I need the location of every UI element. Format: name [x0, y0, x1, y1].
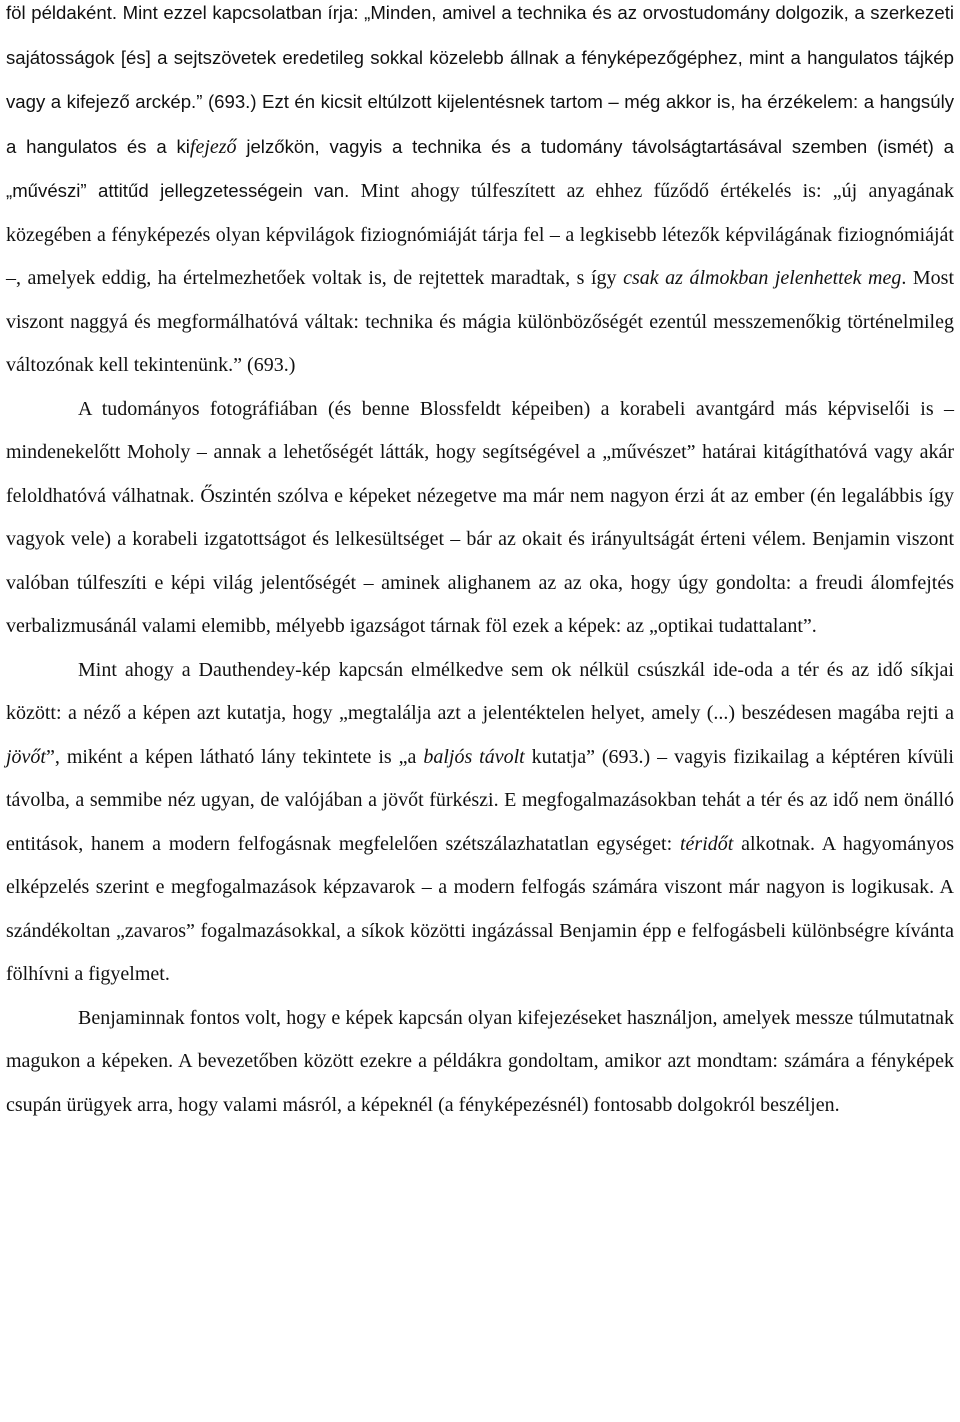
italic-text-segment: csak az álmokban jelenhettek meg: [623, 267, 902, 289]
italic-text-segment: jövőt: [6, 745, 46, 768]
paragraph-2: [6, 388, 954, 649]
text-segment: A tudományos fotográfiában (és benne Blossfeldt képeiben) a korabeli avantgárd más képviselői is – mindenekelőtt Moholy – annak a lehetőségét látták, hogy segítségével a „művészet” határai kitágíthatóvá vagy akár feloldhatóvá válhatnak. Őszintén szólva e képeket nézegetve ma már nem nagyon érzi át az ember (én legalábbis így vagyok vele) a korabeli izgatottságot és lelkesültséget – bár az okait és irányultságát érteni vélem. Benjamin viszont valóban túlfeszíti e képi világ jelentőségét – aminek alighanem az az oka, hogy úgy gondolta: a freudi álomfejtés verbalizmusánál valami elemibb, mélyebb igazságot tárnak föl ezek a képek: az „optikai tudattalant”.: [6, 397, 954, 637]
text-segment: föl példaként. Mint ezzel kapcsolatban írja: „Minden, amivel a technika és az orvostudomány dolgozik, a szerkezeti sajátosságok [és] a sejtszövetek eredetileg sokkal közelebb állnak a fényképezőgéphez, mint a hangulatos tájkép vagy a kifejező arckép.” (693.) Ezt én kicsit eltúlzott kijelentésnek tartom – még akkor is, ha érzékelem: a hangsúly a hangulatos és a: [6, 2, 954, 157]
text-segment: Benjaminnak fontos volt, hogy e képek kapcsán olyan kifejezéseket használjon, amelyek messze túlmutatnak magukon a képeken. A bevezetőben között ezekre a példákra gondoltam, amikor azt mondtam: számára a fényképek csupán ürügyek arra, hogy valami másról, a képeknél (a fényképezésnél) fontosabb dolgokról beszéljen.: [6, 1006, 954, 1116]
paragraph-1: [6, 0, 954, 388]
text-segment: ki: [176, 135, 190, 157]
text-segment: . Most viszont naggyá és megformálhatóvá váltak: technika és mágia különbözőségét ezentúl messzemenőkig történelmileg változónak kell tekintenünk.” (693.): [6, 267, 954, 376]
italic-text-segment: fejező: [189, 135, 237, 158]
text-segment: Mint ahogy a Dauthendey-kép kapcsán elmélkedve sem ok nélkül csúszkál ide-oda a tér és az idő síkjai között: a néző a képen azt kutatja, hogy „megtalálja azt a jelentéktelen helyet, amely (...) beszédesen magába rejti a: [6, 658, 954, 724]
text-segment: alkotnak. A hagyományos elképzelés szerint e megfogalmazások képzavarok – a modern felfogás számára viszont már nagyon is logikusak. A szándékoltan „zavaros” fogalmazásokkal, a síkok közötti ingázással Benjamin épp e felfogásbeli különbségre kívánta fölhívni a figyelmet.: [6, 832, 954, 985]
italic-text-segment: baljós távolt: [423, 745, 525, 768]
text-segment: kutatja” (693.) – vagyis fizikailag a képtéren kívüli távolba, a semmibe néz ugyan, de valójában a jövőt fürkészi. E megfogalmazásokban tehát a tér és az idő nem önálló entitások, hanem a modern felfogásnak megfelelően szétszálazhatatlan egységet:: [6, 745, 954, 855]
paragraph-3: [6, 649, 954, 997]
paragraph-4: [6, 997, 954, 1128]
text-segment: jelzőkön, vagyis a technika és a tudomány távolságtartásával szemben (ismét) a „művészi” attitűd jellegzetességein van.: [6, 135, 954, 201]
text-segment: ”, miként a képen látható lány tekintete is „a: [46, 745, 424, 768]
italic-text-segment: téridőt: [679, 832, 734, 855]
text-segment: Mint ahogy túlfeszített az ehhez fűződő értékelés is: „új anyagának közegében a fényképezés olyan képvilágok fiziognómiáját tárja fel – a legkisebb létezők képvilágának fiziognómiáját –, amelyek eddig, ha értelmezhetőek voltak is, de rejtettek maradtak, s így: [6, 180, 954, 289]
